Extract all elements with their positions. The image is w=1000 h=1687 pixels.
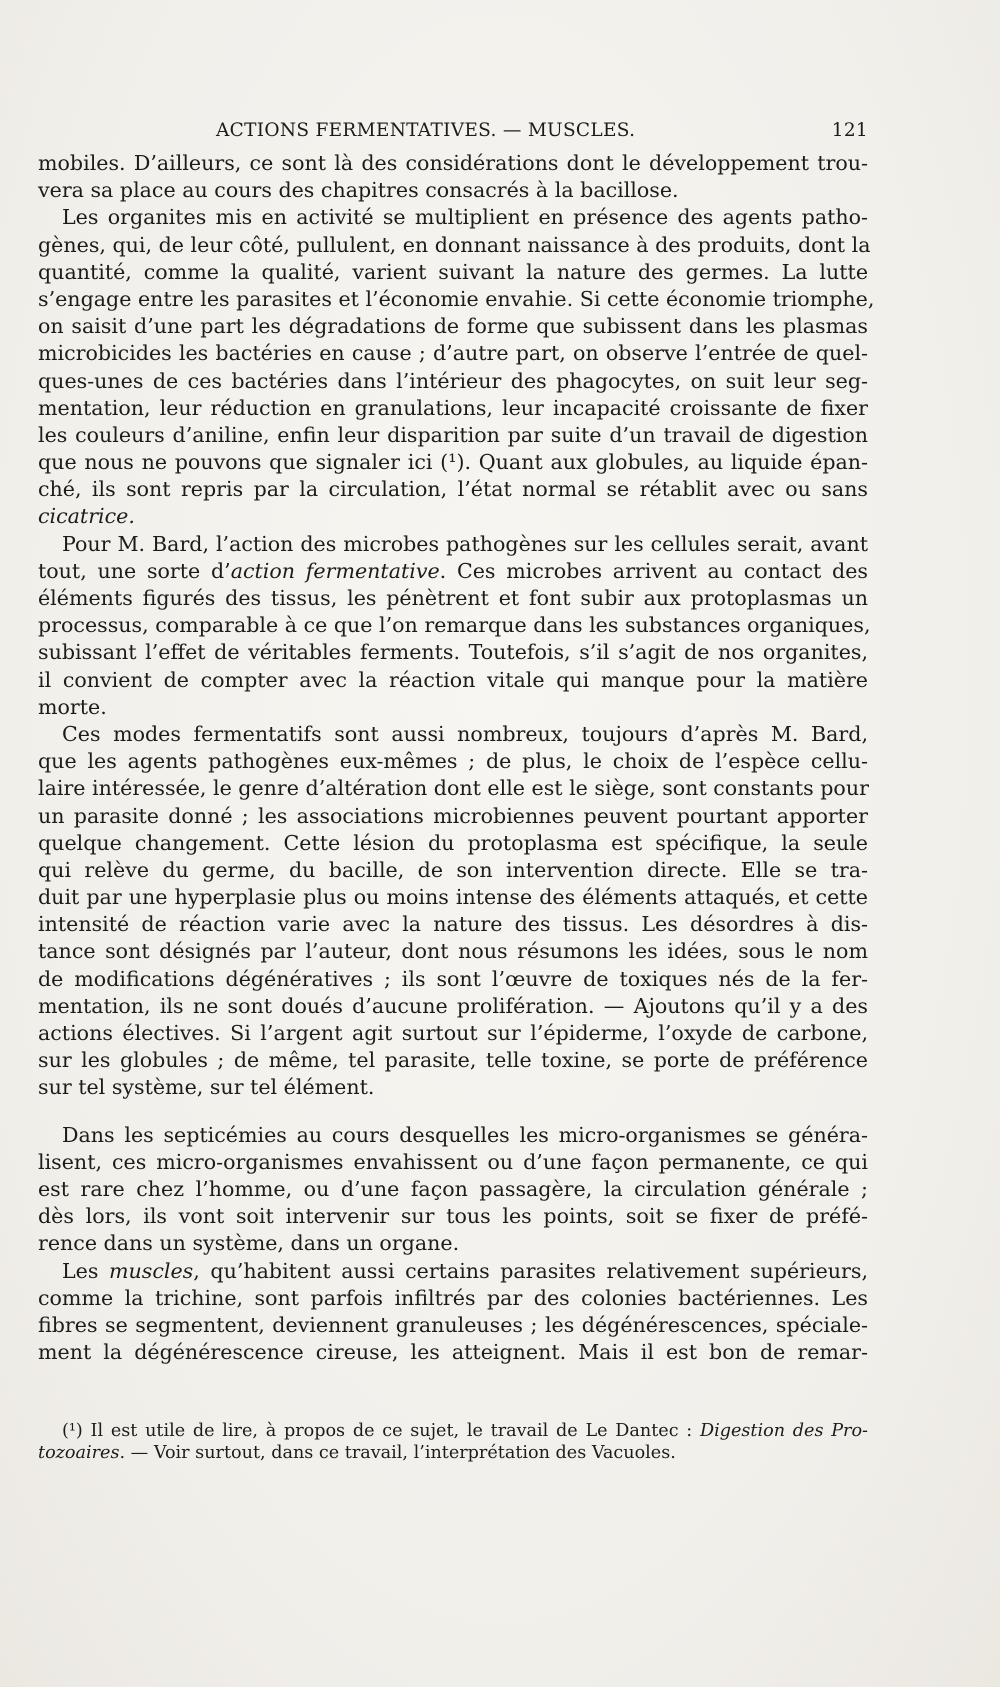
text-line: ques-unes de ces bactéries dans l’intérieur des phagocytes, on suit leur seg- <box>38 368 868 393</box>
text-line: gènes, qui, de leur côté, pullulent, en donnant naissance à des produits, dont la <box>38 232 871 257</box>
text-segment: , qu’habitent aussi certains parasites relativement supérieurs, <box>193 1258 868 1283</box>
text-line: subissant l’effet de véritables ferments. Toutefois, s’il s’agit de nos organites, <box>38 640 868 665</box>
text-segment: Il est utile de lire, à propos de ce sujet, le travail de Le Dantec : <box>82 1421 700 1441</box>
text-line: intensité de réaction varie avec la nature des tissus. Les désordres à dis- <box>38 912 868 937</box>
footnote <box>38 1420 868 1464</box>
body-text <box>38 150 875 1366</box>
italic-text: tozoaires <box>38 1443 120 1463</box>
text-line: morte. <box>38 694 107 719</box>
text-line: Pour M. Bard, l’action des microbes pathogènes sur les cellules serait, avant <box>62 531 868 556</box>
text-line: éléments figurés des tissus, les pénètrent et font subir aux protoplasmas un <box>38 586 868 610</box>
text-line: quelque changement. Cette lésion du protoplasma est spécifique, la seule <box>38 830 868 855</box>
paragraph-gap <box>38 1102 868 1122</box>
text-line: microbicides les bactéries en cause ; d’autre part, on observe l’entrée de quel- <box>38 341 868 366</box>
text-line: on saisit d’une part les dégradations de forme que subissent dans les plasmas <box>38 314 868 339</box>
text-line: quantité, comme la qualité, varient suivant la nature des germes. La lutte <box>38 259 868 284</box>
text-line: vera sa place au cours des chapitres consacrés à la bacillose. <box>38 178 679 203</box>
text-line: actions électives. Si l’argent agit surtout sur l’épiderme, l’oxyde de carbone, <box>38 1021 868 1045</box>
text-line: Ces modes fermentatifs sont aussi nombreux, toujours d’après M. Bard, <box>62 721 868 746</box>
text-line: s’engage entre les parasites et l’économie envahie. Si cette économie triomphe, <box>38 286 875 311</box>
text-line: sur les globules ; de même, tel parasite, telle toxine, se porte de préférence <box>38 1048 868 1073</box>
text-line: de modifications dégénératives ; ils sont l’œuvre de toxiques nés de la fer- <box>38 966 868 991</box>
text-segment: Les <box>62 1258 110 1283</box>
text-line: sur tel système, sur tel élément. <box>38 1075 375 1100</box>
page-header <box>38 114 868 144</box>
text-segment: tout, une sorte d’ <box>38 558 231 583</box>
footnote-marker: (¹) <box>62 1421 83 1441</box>
text-line: mentation, leur réduction en granulations, leur incapacité croissante de fixer <box>38 395 868 420</box>
text-line: tance sont désignés par l’auteur, dont nous résumons les idées, sous le nom <box>38 939 868 964</box>
running-head: ACTIONS FERMENTATIVES. — MUSCLES. <box>216 120 636 141</box>
text-line: que les agents pathogènes eux-mêmes ; de plus, le choix de l’espèce cellu- <box>38 749 868 774</box>
text-line: que nous ne pouvons que signaler ici (¹). Quant aux globules, au liquide épan- <box>38 450 868 475</box>
text-line: ché, ils sont repris par la circulation, l’état normal se rétablit avec ou sans <box>38 477 868 502</box>
text-line: mentation, ils ne sont doués d’aucune prolifération. — Ajoutons qu’il y a des <box>38 993 868 1018</box>
text-line: processus, comparable à ce que l’on remarque dans les substances organiques, <box>38 613 871 638</box>
footnote-line <box>38 1420 868 1442</box>
italic-text: cicatrice. <box>38 504 135 529</box>
text-line <box>38 558 868 585</box>
text-line: laire intéressée, le genre d’altération dont elle est le siège, sont constants pour <box>38 776 869 801</box>
italic-text: muscles <box>109 1258 194 1283</box>
text-line: est rare chez l’homme, ou d’une façon passagère, la circulation générale ; <box>38 1176 868 1201</box>
footnote-line <box>38 1442 868 1464</box>
page-number: 121 <box>831 120 868 141</box>
text-line: il convient de compter avec la réaction vitale qui manque pour la matière <box>38 667 868 692</box>
text-line: les couleurs d’aniline, enfin leur disparition par suite d’un travail de digestion <box>38 422 868 447</box>
text-line: comme la trichine, sont parfois infiltrés par des colonies bactériennes. Les <box>38 1285 868 1310</box>
italic-text: Digestion des Pro- <box>699 1421 868 1441</box>
text-line: lisent, ces micro-organismes envahissent ou d’une façon permanente, ce qui <box>38 1149 868 1174</box>
text-line: qui relève du germe, du bacille, de son intervention directe. Elle se tra- <box>38 857 868 882</box>
text-line: ment la dégénérescence cireuse, les atteignent. Mais il est bon de remar- <box>38 1340 868 1365</box>
text-line: duit par une hyperplasie plus ou moins intense des éléments attaqués, et cette <box>38 885 868 910</box>
text-line: un parasite donné ; les associations microbiennes peuvent pourtant apporter <box>38 803 868 828</box>
italic-text: action fermentative <box>230 558 440 583</box>
text-line <box>38 503 868 530</box>
text-line <box>38 1258 868 1285</box>
text-line: rence dans un système, dans un organe. <box>38 1231 460 1256</box>
text-line: Les organites mis en activité se multiplient en présence des agents patho- <box>62 205 868 230</box>
text-line: mobiles. D’ailleurs, ce sont là des considérations dont le développement trou- <box>38 151 868 175</box>
text-segment: . Ces microbes arrivent au contact des <box>439 558 868 583</box>
text-line: Dans les septicémies au cours desquelles les micro-organismes se généra- <box>62 1122 868 1147</box>
text-line: dès lors, ils vont soit intervenir sur tous les points, soit se fixer de préfé- <box>38 1204 868 1229</box>
text-segment: . — Voir surtout, dans ce travail, l’interprétation des Vacuoles. <box>119 1443 676 1463</box>
text-line: fibres se segmentent, deviennent granuleuses ; les dégénérescences, spéciale- <box>38 1312 868 1337</box>
